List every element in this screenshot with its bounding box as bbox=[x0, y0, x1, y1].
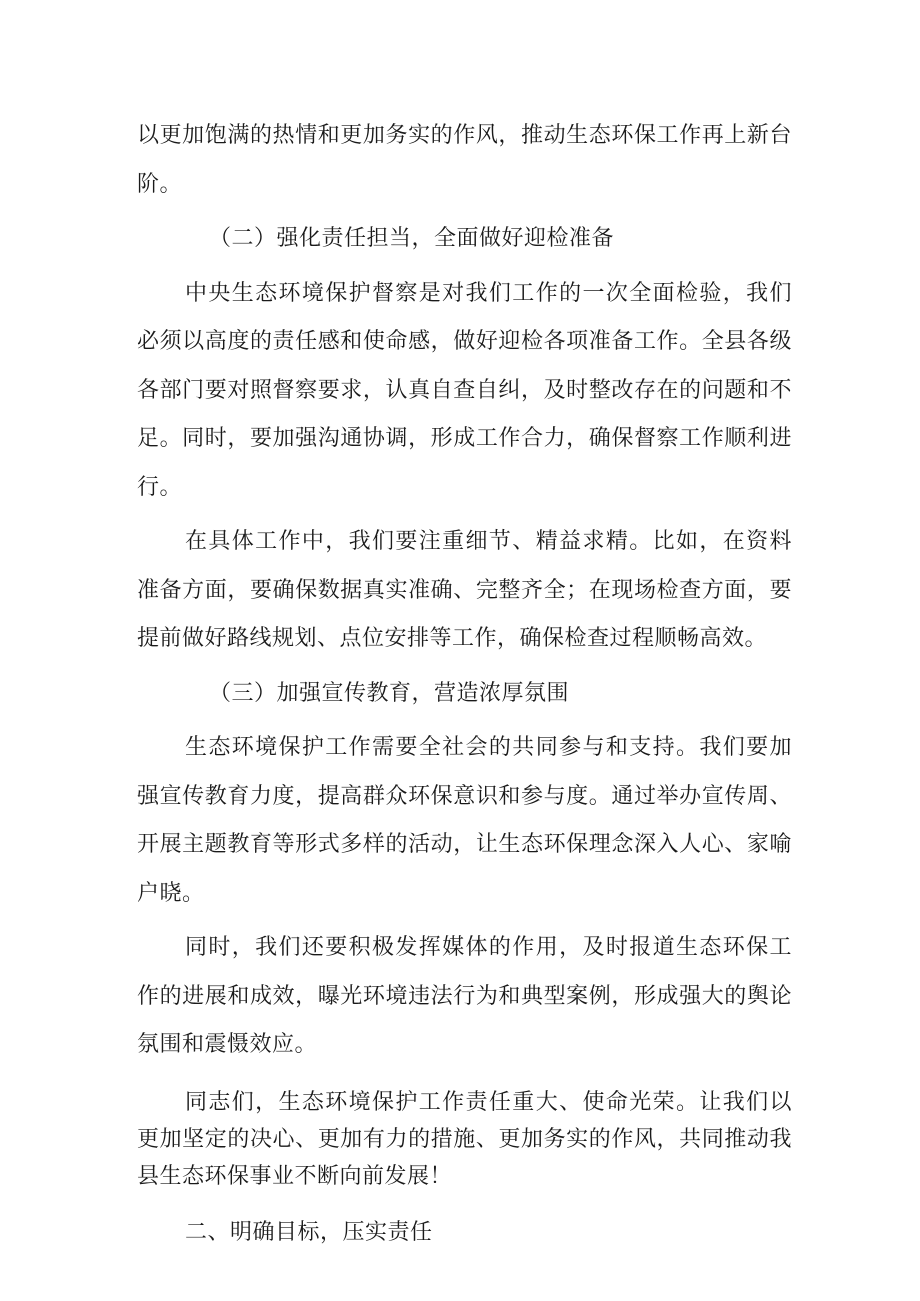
section-heading-3: （三）加强宣传教育，营造浓厚氛围 bbox=[209, 680, 570, 706]
section-heading-2: （二）强化责任担当，全面做好迎检准备 bbox=[209, 226, 615, 251]
paragraph-details: 在具体工作中，我们要注重细节、精益求精。比如，在资料准备方面，要确保数据真实准确、完整齐全；在现场检查方面，要提前做好路线规划、点位安排等工作，确保检查过程顺畅高效。 bbox=[137, 529, 792, 651]
paragraph-publicity: 生态环境保护工作需要全社会的共同参与和支持。我们要加强宣传教育力度，提高群众环保意识和参与度。通过举办宣传周、开展主题教育等形式多样的活动，让生态环保理念深入人心、家喻户晓。 bbox=[137, 735, 792, 906]
document-body bbox=[137, 112, 792, 1257]
paragraph-media: 同时，我们还要积极发挥媒体的作用，及时报道生态环保工作的进展和成效，曝光环境违法行为和典型案例，形成强大的舆论氛围和震慑效应。 bbox=[137, 935, 792, 1057]
paragraph-inspection: 中央生态环境保护督察是对我们工作的一次全面检验，我们必须以高度的责任感和使命感，做好迎检各项准备工作。全县各级各部门要对照督察要求，认真自查自纠，及时整改存在的问题和不足。同时，要加强沟通协调，形成工作合力，确保督察工作顺利进行。 bbox=[137, 280, 792, 500]
paragraph-closing: 同志们，生态环境保护工作责任重大、使命光荣。让我们以更加坚定的决心、更加有力的措施、更加务实的作风，共同推动我县生态环保事业不断向前发展！ bbox=[137, 1089, 792, 1189]
chapter-heading: 二、明确目标，压实责任 bbox=[185, 1219, 433, 1245]
paragraph-continuation: 以更加饱满的热情和更加务实的作风，推动生态环保工作再上新台阶。 bbox=[137, 123, 792, 197]
